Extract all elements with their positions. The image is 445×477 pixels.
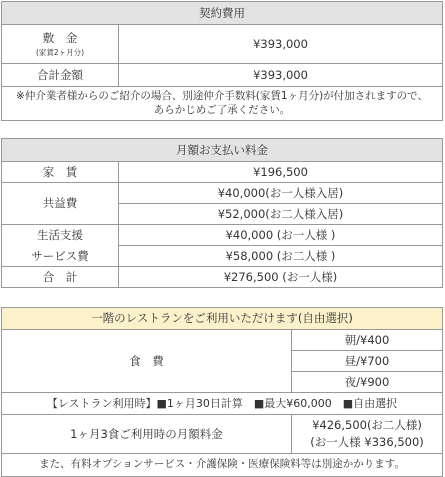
breakfast-price: 朝/¥400	[292, 330, 443, 351]
three-meal-value	[292, 415, 443, 454]
restaurant-title: 一階のレストランをご利用いただけます(自由選択)	[2, 308, 443, 330]
common-fee-couple: ¥52,000(お二人様入居)	[119, 204, 443, 225]
rent-label: 家 賃	[2, 162, 119, 183]
contract-note-line1: ※仲介業者様からのご紹介の場合、別途仲介手数料(家賃1ヶ月分)が付加されますので、	[16, 90, 428, 103]
monthly-payment-title: 月額お支払い料金	[2, 139, 443, 162]
three-meal-value-couple: ¥426,500(お二人様)	[312, 418, 422, 433]
support-fee-couple: ¥58,000 (お二人様 )	[119, 246, 443, 267]
deposit-value: ¥393,000	[119, 25, 443, 64]
monthly-payment-table	[1, 138, 443, 288]
deposit-label-cell	[2, 25, 119, 64]
support-fee-label-line1: 生活支援	[37, 228, 83, 243]
common-fee-single: ¥40,000(お一人様入居)	[119, 183, 443, 204]
contract-note	[2, 87, 443, 121]
support-fee-single: ¥40,000 (お一人様 )	[119, 225, 443, 246]
common-fee-label: 共益費	[2, 183, 119, 225]
three-meal-label: 1ヶ月3食ご利用時の月額料金	[2, 415, 292, 454]
rent-value: ¥196,500	[119, 162, 443, 183]
contract-fee-table	[1, 1, 443, 121]
support-fee-label-line2: サービス費	[31, 248, 89, 263]
meal-fee-label: 食 費	[2, 330, 292, 393]
restaurant-info: 【レストラン利用時】■1ヶ月30日計算 ■最大¥60,000 ■自由選択	[2, 393, 443, 415]
support-fee-label	[2, 225, 119, 267]
lunch-price: 昼/¥700	[292, 351, 443, 372]
options-note: また、有料オプションサービス・介護保険・医療保険料等は別途かかります。	[2, 454, 443, 477]
dinner-price: 夜/¥900	[292, 372, 443, 393]
monthly-total-value: ¥276,500 (お一人様)	[119, 267, 443, 288]
total-amount-value: ¥393,000	[119, 64, 443, 87]
contract-note-line2: あらかじめご了承ください。	[153, 103, 291, 116]
deposit-label: 敷 金	[42, 31, 78, 46]
total-amount-label: 合計金額	[2, 64, 119, 87]
restaurant-table	[1, 307, 443, 477]
three-meal-value-single: (お一人様 ¥336,500)	[310, 435, 424, 449]
deposit-sublabel: (家賃2ヶ月分)	[35, 47, 85, 57]
monthly-total-label: 合 計	[2, 267, 119, 288]
contract-fee-title: 契約費用	[2, 2, 443, 25]
